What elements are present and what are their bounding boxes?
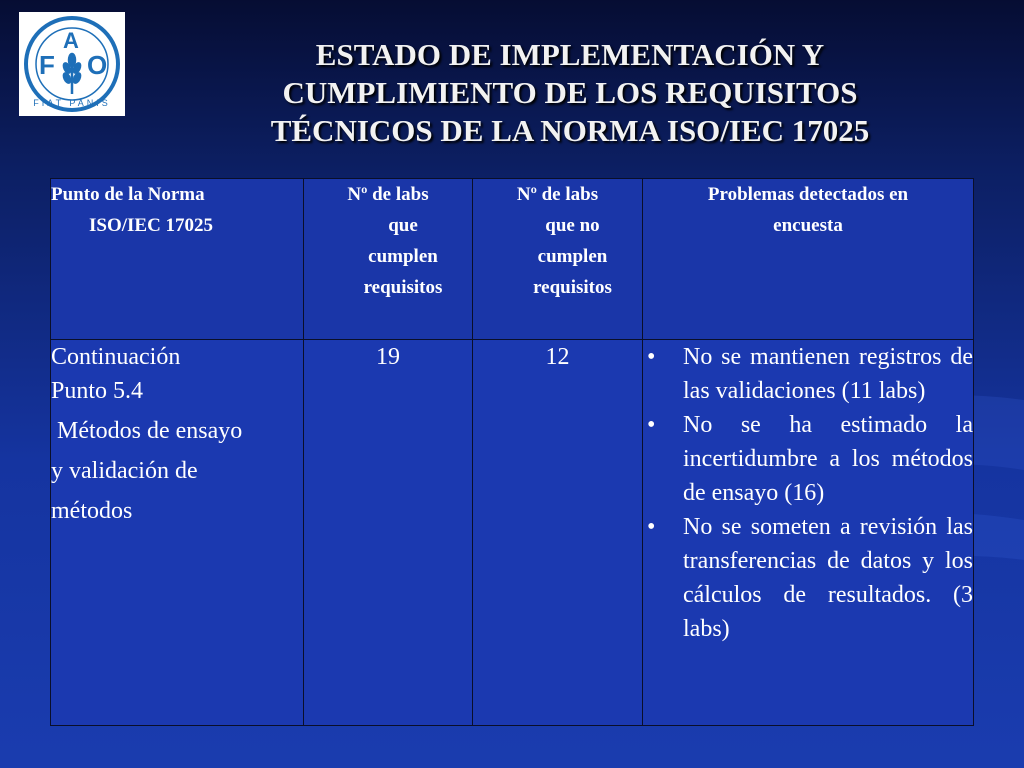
list-item-text: No se someten a revisión las transferencias de datos y los cálculos de resultados. (3 labs) [683,514,973,642]
header-text: cumplen [368,246,438,267]
header-labs-cumplen [304,179,473,340]
slide-title [200,36,940,150]
title-line-1: ESTADO DE IMPLEMENTACIÓN Y [315,37,825,72]
cell-text: y validación de [51,458,198,484]
logo-letter-o: O [87,50,108,80]
title-line-2: CUMPLIMIENTO DE LOS REQUISITOS [282,75,858,110]
requirements-table [50,178,974,726]
header-text: requisitos [533,277,612,298]
logo-motto: FIAT PANIS [33,98,111,108]
header-text: Nº de labs [347,184,429,205]
cell-no-cumplen: 12 [473,340,643,726]
list-item [643,340,973,408]
header-text: que [388,215,418,236]
list-item [643,408,973,510]
logo-letter-a: A [63,28,79,53]
table-row [51,340,974,726]
header-text: que no [545,215,600,236]
cell-text: Punto 5.4 [51,378,144,404]
cell-text: Métodos de ensayo [57,418,243,444]
header-text: ISO/IEC 17025 [89,215,214,236]
cell-punto [51,340,304,726]
header-text: requisitos [363,277,443,298]
problems-list [643,340,973,646]
cell-text: Continuación [51,344,181,370]
cell-text: métodos [51,498,133,524]
list-item-text: No se mantienen registros de las validaciones (11 labs) [683,344,973,404]
header-punto-norma [51,179,304,340]
list-item-text: No se ha estimado la incertidumbre a los métodos de ensayo (16) [683,412,973,506]
table-header-row [51,179,974,340]
bullet-icon: • [647,412,656,438]
header-labs-no-cumplen [473,179,643,340]
fao-logo [19,12,125,116]
list-item [643,510,973,646]
header-problemas [643,179,974,340]
bullet-icon: • [647,344,656,370]
logo-letter-f: F [39,50,55,80]
title-line-3: TÉCNICOS DE LA NORMA ISO/IEC 17025 [270,113,870,148]
cell-problemas [643,340,974,726]
cell-cumplen: 19 [304,340,473,726]
header-text: Problemas detectados en [707,184,909,205]
header-text: Punto de la Norma [51,184,205,205]
header-text: Nº de labs [516,184,599,205]
header-text: cumplen [537,246,608,267]
fao-emblem-icon [19,12,125,116]
header-text: encuesta [773,215,843,236]
bullet-icon: • [647,514,656,540]
